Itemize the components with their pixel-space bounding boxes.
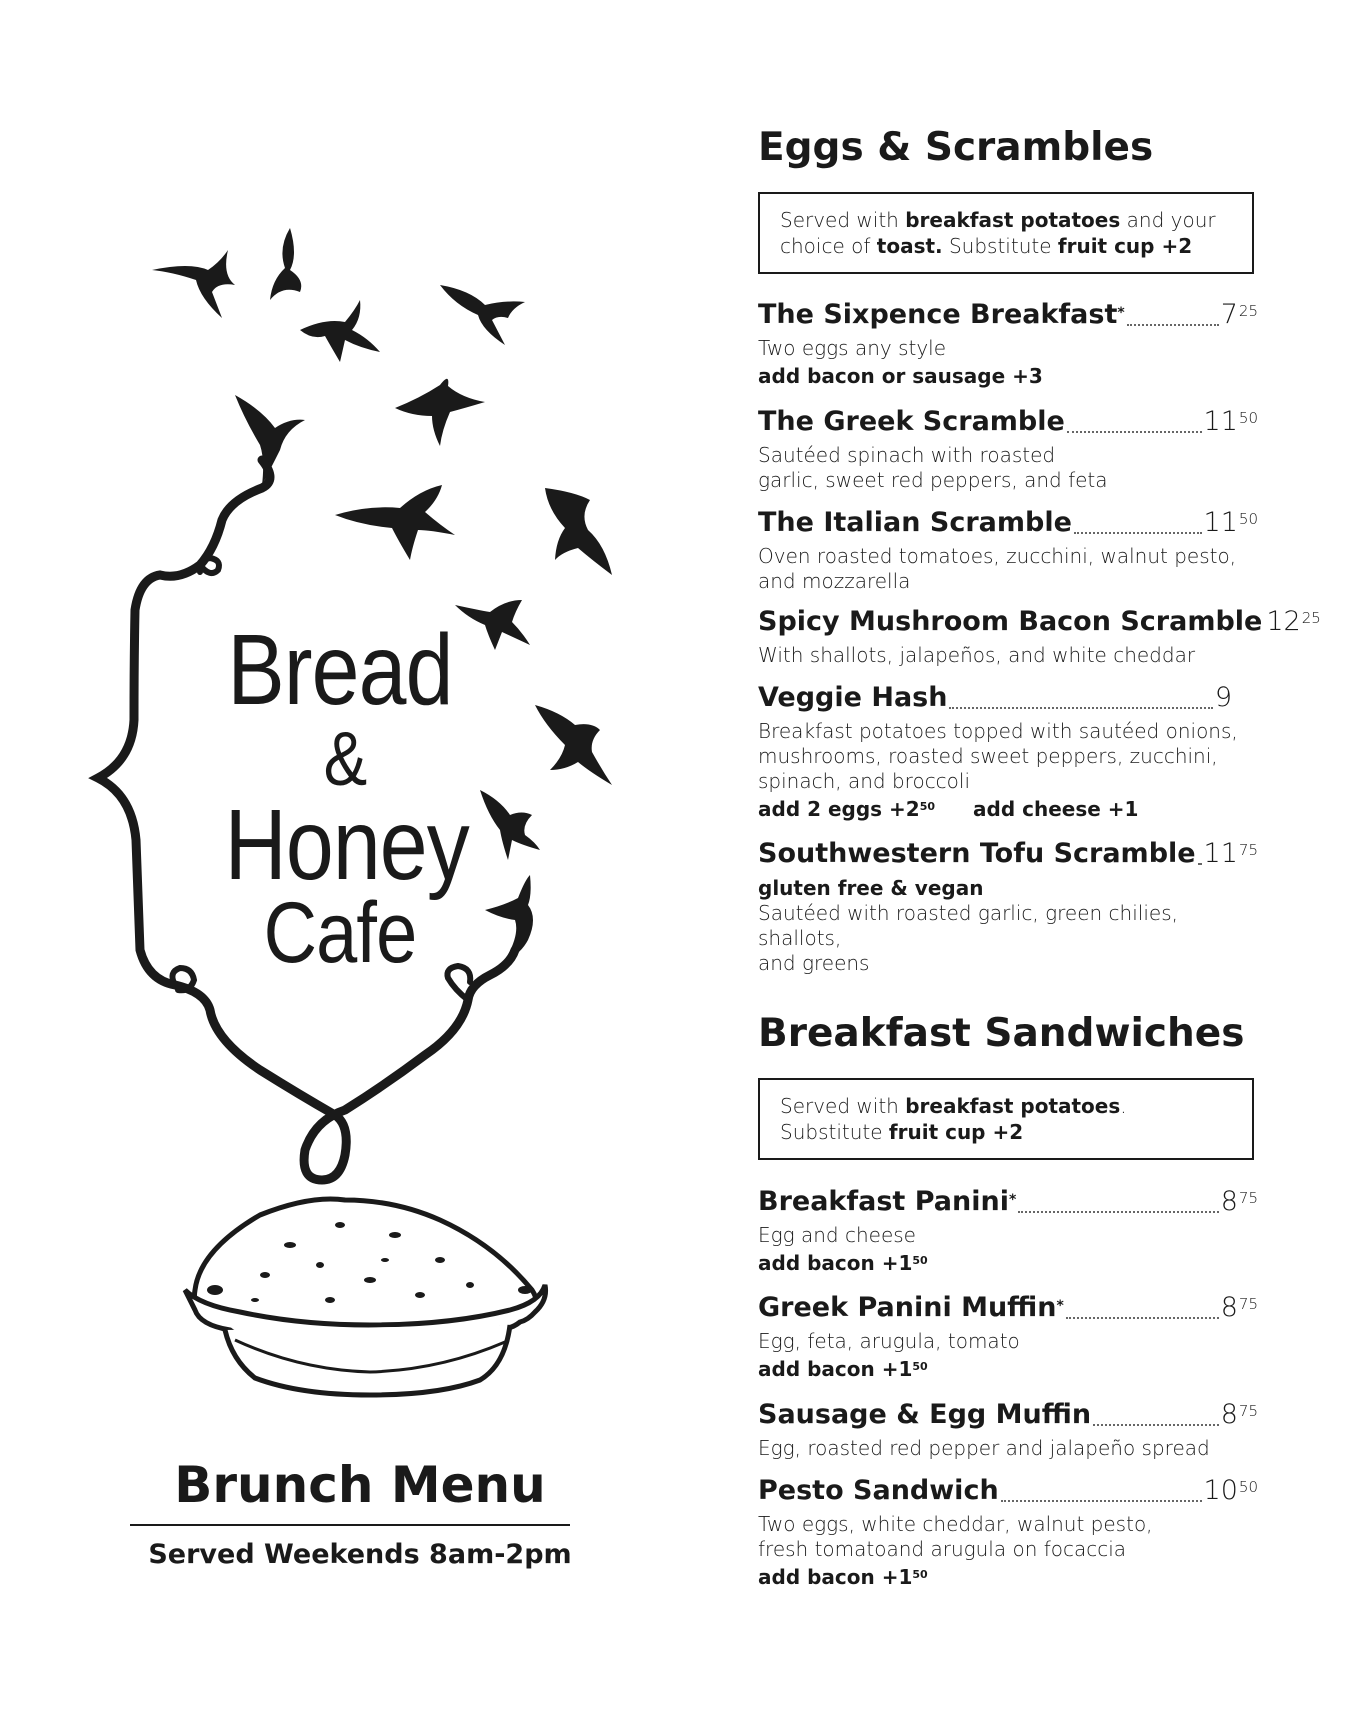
item-price: 9 bbox=[1214, 682, 1232, 713]
item-description: mushrooms, roasted sweet peppers, zucchini, bbox=[758, 744, 1218, 768]
bird-icon bbox=[335, 485, 455, 560]
item-name: The Greek Scramble bbox=[758, 406, 1065, 437]
item-price: $11^{50}$ bbox=[1203, 507, 1258, 538]
item-description: With shallots, jalapeños, and white cheddar bbox=[758, 643, 1196, 667]
bird-icon bbox=[485, 875, 533, 960]
item-description: and greens bbox=[758, 951, 870, 975]
item-addon: add bacon $+1^{50}$ bbox=[758, 1251, 928, 1275]
item-description: Breakfast potatoes topped with sautéed onions, bbox=[758, 719, 1238, 743]
item-description: Two eggs any style bbox=[758, 336, 947, 360]
bird-icon bbox=[152, 250, 235, 318]
leader-dots bbox=[949, 681, 1212, 709]
item-name: Greek Panini Muffin* bbox=[758, 1292, 1064, 1323]
bird-icon bbox=[480, 790, 540, 860]
item-addon: add bacon $+1^{50}$ bbox=[758, 1357, 928, 1381]
menu-item bbox=[758, 1185, 1258, 1278]
item-name: The Sixpence Breakfast* bbox=[758, 299, 1125, 330]
item-name: Spicy Mushroom Bacon Scramble bbox=[758, 606, 1263, 637]
item-description: Sautéed spinach with roasted bbox=[758, 443, 1056, 467]
item-description: Egg, roasted red pepper and jalapeño spread bbox=[758, 1436, 1210, 1460]
brunch-menu-title: Brunch Menu bbox=[174, 1456, 546, 1514]
leader-dots bbox=[1198, 837, 1202, 865]
bird-icon bbox=[545, 488, 612, 575]
item-name: Sausage & Egg Muffin bbox=[758, 1399, 1092, 1430]
logo-word-bread: Bread bbox=[227, 614, 453, 726]
item-name: Pesto Sandwich bbox=[758, 1475, 999, 1506]
bird-icon bbox=[300, 300, 380, 362]
item-addon: add bacon or sausage +3 bbox=[758, 364, 1043, 388]
item-description: spinach, and broccoli bbox=[758, 769, 971, 793]
leader-dots bbox=[1067, 405, 1202, 433]
section-title-sandwiches: Breakfast Sandwiches bbox=[758, 1011, 1245, 1056]
eggs-note-box: Served with breakfast potatoes and your choice of toast. Substitute fruit cup +2 bbox=[758, 192, 1254, 274]
serving-hours: Served Weekends 8am-2pm bbox=[148, 1539, 572, 1570]
leader-dots bbox=[1127, 298, 1219, 326]
item-price: $8^{75}$ bbox=[1220, 1399, 1258, 1430]
logo-word-honey: Honey bbox=[224, 789, 469, 901]
item-price: $10^{50}$ bbox=[1203, 1475, 1258, 1506]
item-price: $11^{50}$ bbox=[1203, 406, 1258, 437]
dietary-tag: gluten free & vegan bbox=[758, 876, 984, 900]
item-description: Egg and cheese bbox=[758, 1223, 916, 1247]
bird-icon bbox=[270, 228, 301, 300]
menu-item bbox=[758, 1474, 1258, 1592]
item-price: $8^{75}$ bbox=[1220, 1292, 1258, 1323]
item-addon: add bacon $+1^{50}$ bbox=[758, 1565, 928, 1589]
menu-item bbox=[758, 837, 1258, 976]
item-addon: add 2 eggs $+2^{50}$ add cheese +1 bbox=[758, 797, 1139, 821]
bird-icon bbox=[535, 705, 612, 785]
leader-dots bbox=[1018, 1185, 1218, 1213]
bird-icon bbox=[395, 379, 485, 446]
bird-icon bbox=[455, 600, 530, 650]
item-description: Oven roasted tomatoes, zucchini, walnut pesto, bbox=[758, 544, 1237, 568]
item-name: Veggie Hash bbox=[758, 682, 948, 713]
item-description: and mozzarella bbox=[758, 569, 911, 593]
item-description: Egg, feta, arugula, tomato bbox=[758, 1329, 1020, 1353]
item-description: garlic, sweet red peppers, and feta bbox=[758, 468, 1108, 492]
section-title-eggs: Eggs & Scrambles bbox=[758, 125, 1154, 170]
menu-item bbox=[758, 1291, 1258, 1384]
item-price: $8^{75}$ bbox=[1220, 1186, 1258, 1217]
item-description: Sautéed with roasted garlic, green chilies, shallots, bbox=[758, 901, 1178, 950]
logo-ampersand: & bbox=[323, 717, 367, 802]
item-description: Two eggs, white cheddar, walnut pesto, bbox=[758, 1512, 1153, 1536]
item-price: $7^{25}$ bbox=[1220, 299, 1258, 330]
leader-dots bbox=[1001, 1474, 1202, 1502]
logo-word-cafe: Cafe bbox=[263, 885, 417, 981]
item-name: Breakfast Panini* bbox=[758, 1186, 1017, 1217]
item-price: $11^{75}$ bbox=[1203, 838, 1258, 869]
leader-dots bbox=[1093, 1398, 1219, 1426]
item-description: fresh tomatoand arugula on focaccia bbox=[758, 1537, 1127, 1561]
bird-icon bbox=[440, 285, 525, 345]
pie-icon bbox=[185, 1199, 546, 1395]
item-name: Southwestern Tofu Scramble bbox=[758, 838, 1196, 869]
menu-item bbox=[758, 681, 1258, 824]
item-name: The Italian Scramble bbox=[758, 507, 1072, 538]
sandwiches-note-box: Served with breakfast potatoes. Substitute fruit cup +2 bbox=[758, 1078, 1254, 1160]
leader-dots bbox=[1066, 1291, 1219, 1319]
menu-item bbox=[758, 506, 1258, 594]
menu-item bbox=[758, 1398, 1258, 1461]
item-price: $12^{25}$ bbox=[1266, 606, 1321, 637]
leader-dots bbox=[1074, 506, 1202, 534]
divider bbox=[130, 1524, 570, 1526]
menu-item bbox=[758, 405, 1258, 493]
menu-item bbox=[758, 605, 1321, 668]
menu-item bbox=[758, 298, 1258, 391]
